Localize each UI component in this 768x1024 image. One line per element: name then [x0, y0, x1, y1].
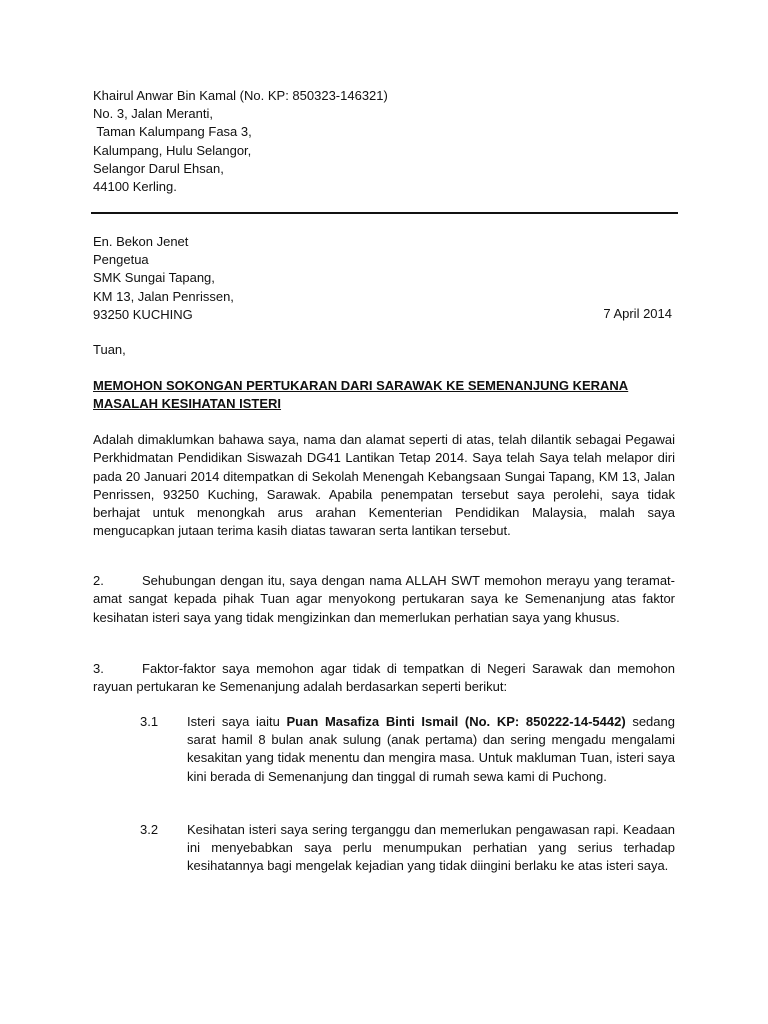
letter-date: 7 April 2014: [603, 306, 672, 321]
subitem-number: 3.2: [140, 822, 159, 837]
paragraph-1: Adalah dimaklumkan bahawa saya, nama dan alamat seperti di atas, telah dilantik sebagai Pegawai Perkhidmatan Pendidikan Siswazah DG41 Lantikan Tetap 2014. Saya telah Saya telah melapor diri pada 20 Januari 2014 ditempatkan di Sekolah Menengah Kebangsaan Sungai Tapang, KM 13, Jalan Penrissen, 93250 Kuching, Sarawak. Apabila penempatan tersebut saya perolehi, saya tidak berhajat untuk menongkah arus arahan Kementerian Pendidikan Malaysia, malah saya mengucapkan jutaan terima kasih diatas tawaran serta lantikan tersebut.: [93, 432, 675, 539]
sender-address: [93, 87, 693, 196]
paragraph-2: [93, 572, 675, 627]
sender-address-line: Taman Kalumpang Fasa 3,: [93, 124, 252, 140]
sender-name-line: Khairul Anwar Bin Kamal (No. KP: 850323-146321): [93, 88, 388, 103]
letter-subject: [93, 377, 653, 413]
paragraph-number: 3.: [93, 661, 104, 676]
recipient-address-line: 93250 KUCHING: [93, 306, 193, 322]
subject-line: MEMOHON SOKONGAN PERTUKARAN DARI SARAWAK KE SEMENANJUNG KERANA: [93, 378, 629, 393]
recipient-name-line: En. Bekon Jenet: [93, 234, 189, 249]
paragraph-number: 2.: [93, 573, 104, 588]
paragraph-text: Faktor-faktor saya memohon agar tidak di tempatkan di Negeri Sarawak dan memohon rayuan pertukaran ke Semenanjung adalah berdasarkan seperti berikut:: [93, 661, 675, 695]
sender-address-line: 44100 Kerling.: [93, 179, 177, 195]
recipient-title-line: Pengetua: [93, 252, 149, 268]
subitem-3-1: [140, 713, 675, 786]
sender-address-line: Selangor Darul Ehsan,: [93, 160, 224, 176]
subitem-text: [187, 713, 675, 786]
subitem-text: Kesihatan isteri saya sering terganggu dan memerlukan pengawasan rapi. Keadaan ini menyebabkan saya perlu menumpukan perhatian yang serius terhadap kesihatannya bagi mengelak kejadian yang tidak diingini berlaku ke atas isteri saya.: [187, 822, 675, 874]
subitem-3-2: [140, 821, 675, 876]
paragraph-3: [93, 660, 675, 697]
recipient-address-line: KM 13, Jalan Penrissen,: [93, 288, 234, 304]
subitem-text-pre: Isteri saya iaitu: [187, 714, 287, 729]
subitem-text-post: sedang sarat hamil 8 bulan anak sulung (anak pertama) dan sering mengadu mengalami kesakitan yang tidak menentu dan mengira masa. Untuk makluman Tuan, isteri saya kini berada di Semenanjung dan tinggal di rumah sewa kami di Puchong.: [187, 714, 675, 784]
sender-address-line: No. 3, Jalan Meranti,: [93, 106, 213, 122]
salutation: Tuan,: [93, 342, 126, 357]
subject-line: MASALAH KESIHATAN ISTERI: [93, 396, 282, 411]
recipient-address: [93, 233, 678, 324]
wife-identity: Puan Masafiza Binti Ismail (No. KP: 850222-14-5442): [286, 714, 626, 729]
paragraph-text: Sehubungan dengan itu, saya dengan nama ALLAH SWT memohon merayu yang teramat-amat sangat kepada pihak Tuan agar menyokong pertukaran saya ke Semenanjung atas faktor kesihatan isteri saya yang tidak mengizinkan dan memerlukan perhatian saya yang khusus.: [93, 573, 675, 625]
header-divider: [91, 212, 678, 214]
subitem-number: 3.1: [140, 714, 159, 729]
sender-address-line: Kalumpang, Hulu Selangor,: [93, 142, 252, 158]
recipient-address-line: SMK Sungai Tapang,: [93, 270, 215, 286]
